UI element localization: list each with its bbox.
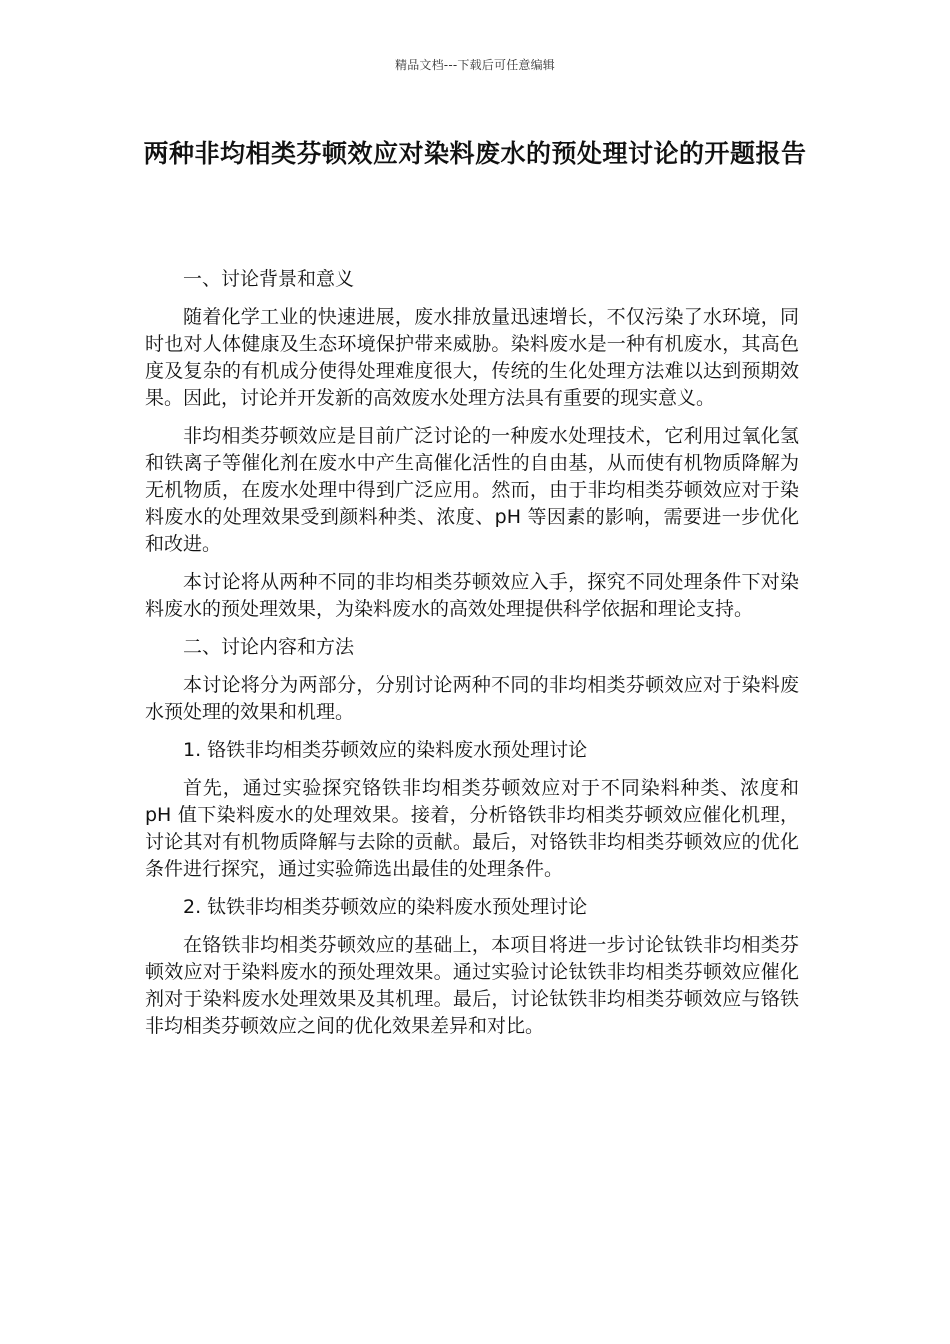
- section-heading-content-methods: 二、讨论内容和方法: [183, 636, 355, 658]
- paragraph: 非均相类芬顿效应是目前广泛讨论的一种废水处理技术，它利用过氧化氢和铁离子等催化剂在废水中产生高催化活性的自由基，从而使有机物质降解为无机物质，在废水处理中得到广泛应用。然而，由于非均相类芬顿效应对于染料废水的处理效果受到颜料种类、浓度、pH 等因素的影响，需要进一步优化和改进。: [145, 425, 799, 555]
- subsection-heading-1: 1. 铬铁非均相类芬顿效应的染料废水预处理讨论: [183, 739, 588, 761]
- paragraph: 在铬铁非均相类芬顿效应的基础上，本项目将进一步讨论钛铁非均相类芬顿效应对于染料废水的预处理效果。通过实验讨论钛铁非均相类芬顿效应催化剂对于染料废水处理效果及其机理。最后，讨论钛铁非均相类芬顿效应与铬铁非均相类芬顿效应之间的优化效果差异和对比。: [145, 934, 799, 1037]
- paragraph: 随着化学工业的快速进展，废水排放量迅速增长，不仅污染了水环境，同时也对人体健康及生态环境保护带来威胁。染料废水是一种有机废水，其高色度及复杂的有机成分使得处理难度很大，传统的生化处理方法难以达到预期效果。因此，讨论并开发新的高效废水处理方法具有重要的现实意义。: [145, 306, 799, 409]
- paragraph: 首先，通过实验探究铬铁非均相类芬顿效应对于不同染料种类、浓度和 pH 值下染料废水的处理效果。接着，分析铬铁非均相类芬顿效应催化机理，讨论其对有机物质降解与去除的贡献。最后，对铬铁非均相类芬顿效应的优化条件进行探究，通过实验筛选出最佳的处理条件。: [145, 777, 799, 880]
- paragraph: 本讨论将从两种不同的非均相类芬顿效应入手，探究不同处理条件下对染料废水的预处理效果，为染料废水的高效处理提供科学依据和理论支持。: [145, 571, 799, 620]
- subsection-heading-2: 2. 钛铁非均相类芬顿效应的染料废水预处理讨论: [183, 896, 588, 918]
- document-title: 两种非均相类芬顿效应对染料废水的预处理讨论的开题报告: [143, 139, 807, 168]
- page-header-note: 精品文档---下载后可任意编辑: [395, 58, 555, 72]
- document-body: [145, 266, 799, 1051]
- section-heading-background: 一、讨论背景和意义: [183, 268, 355, 290]
- paragraph: 本讨论将分为两部分，分别讨论两种不同的非均相类芬顿效应对于染料废水预处理的效果和机理。: [145, 674, 799, 723]
